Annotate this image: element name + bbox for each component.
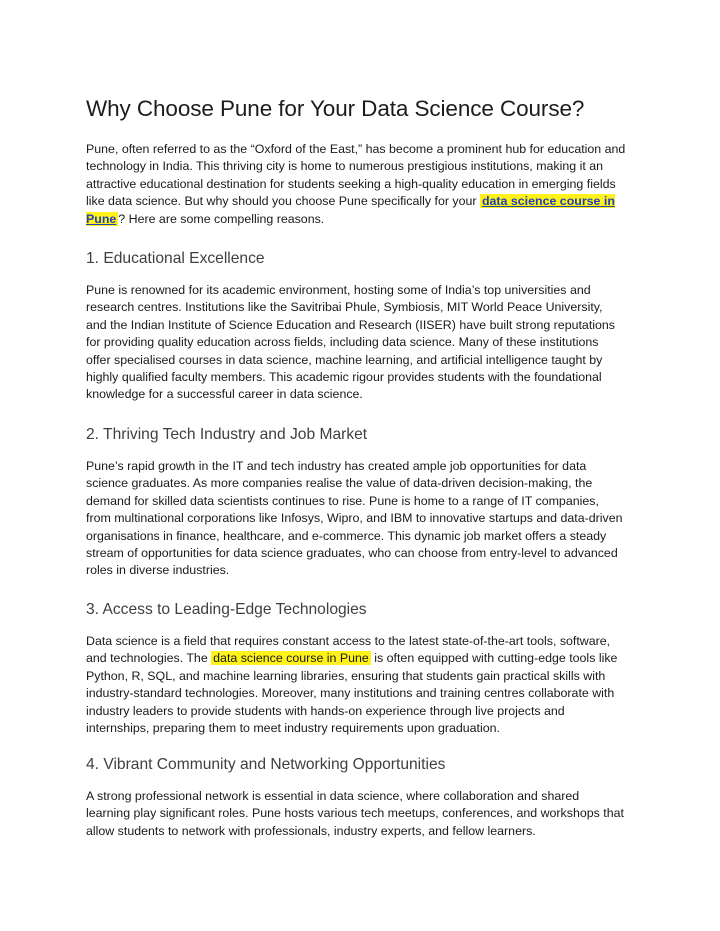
- intro-text-end: ? Here are some compelling reasons.: [118, 211, 325, 226]
- technologies-text-end: is often equipped with cutting-edge tools like Python, R, SQL, and machine learning libraries, ensuring that students gain practical skills with industry-standard technologies. Moreover, many institutions and training centres collaborate with industry leaders to provide students with hands-on experience through live projects and internships, preparing them to meet industry requirements upon graduation.: [86, 651, 618, 736]
- page-title: Why Choose Pune for Your Data Science Course?: [86, 96, 585, 121]
- section-body-educational-excellence: Pune is renowned for its academic environment, hosting some of India’s top universities and research centres. Institutions like the Savitribai Phule, Symbiosis, MIT World Peace University, and the Indian Institute of Science Education and Research (IISER) have built strong reputations for providing quality education across fields, including data science. Many of these institutions offer specialised courses in data science, machine learning, and artificial intelligence taught by highly qualified faculty members. This academic rigour provides students with the foundational knowledge for a successful career in data science.: [86, 283, 615, 402]
- section-body-community: A strong professional network is essential in data science, where collaboration and shared learning play significant roles. Pune hosts various tech meetups, conferences, and workshops that allow students to network with professionals, industry experts, and fellow learners.: [86, 789, 624, 838]
- section-body-technologies: [86, 633, 626, 737]
- section-heading-tech-industry: 2. Thriving Tech Industry and Job Market: [86, 426, 368, 443]
- section-heading-community: 4. Vibrant Community and Networking Opportunities: [86, 756, 446, 773]
- section-heading-educational-excellence: 1. Educational Excellence: [86, 250, 265, 267]
- technologies-text: Data science is a field that requires constant access to the latest state-of-the-art tools, software, and technologies. The: [86, 634, 611, 666]
- data-science-course-link[interactable]: data science course in Pune: [86, 194, 615, 226]
- intro-paragraph: [86, 141, 626, 228]
- highlighted-course-phrase: data science course in Pune: [213, 651, 369, 666]
- section-heading-technologies: 3. Access to Leading-Edge Technologies: [86, 601, 367, 618]
- intro-text: Pune, often referred to as the “Oxford of the East,” has become a prominent hub for education and technology in India. This thriving city is home to numerous prestigious institutions, making it an attractive educational destination for students seeking a high-quality education in emerging fields like data science. But why should you choose Pune specifically for your: [86, 142, 626, 209]
- section-body-tech-industry: Pune’s rapid growth in the IT and tech industry has created ample job opportunities for data science graduates. As more companies realise the value of data-driven decision-making, the demand for skilled data scientists continues to rise. Pune is home to a range of IT companies, from multinational corporations like Infosys, Wipro, and IBM to innovative startups and data-driven organisations in finance, healthcare, and e-commerce. This dynamic job market offers a steady stream of opportunities for data science graduates, who can choose from entry-level to advanced roles in diverse industries.: [86, 459, 623, 578]
